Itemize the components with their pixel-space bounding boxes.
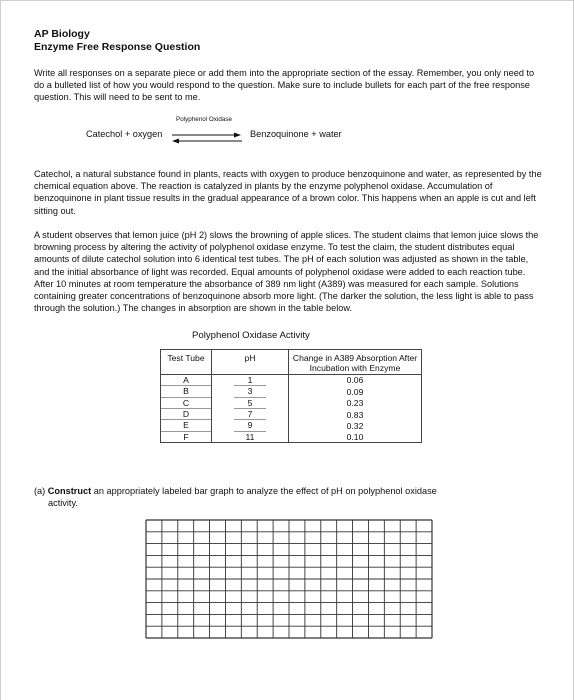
cell-ph: 1	[212, 374, 289, 386]
cell-ph: 5	[212, 398, 289, 409]
table-row	[161, 420, 422, 431]
document-title: AP Biology	[34, 28, 90, 40]
table-header-row	[161, 350, 422, 375]
question-a-verb: Construct	[47, 486, 92, 496]
instructions-paragraph: Write all responses on a separate piece or add them into the appropriate section of the essay. Remember, you only need to do a bulleted list of how you would respond to the question. Make sure to include bullets for each part of the free response question. This will need to be sent to me.	[34, 68, 535, 103]
cell-ph: 3	[212, 386, 289, 397]
equation-reactants: Catechol + oxygen	[86, 129, 163, 139]
document-subtitle: Enzyme Free Response Question	[34, 41, 201, 53]
header-ph: pH	[212, 350, 289, 375]
header-change-absorption: Change in A389 Absorption After Incubation with Enzyme	[289, 350, 422, 375]
cell-ph: 11	[212, 432, 289, 443]
table-row	[161, 374, 422, 386]
question-a-continuation: activity.	[48, 498, 78, 509]
question-a	[34, 485, 554, 509]
equation-products: Benzoquinone + water	[250, 129, 342, 139]
question-a-text: an appropriately labeled bar graph to analyze the effect of pH on polyphenol oxidase	[91, 486, 437, 496]
blank-graph-grid[interactable]	[145, 519, 433, 639]
experiment-paragraph: A student observes that lemon juice (pH 2) slows the browning of apple slices. The student claims that lemon juice slows the browning process by altering the activity of polyphenol oxidase enzyme. To test the claim, the student distributes equal amounts of dilute catechol solution into 6 identical test tubes. The pH of each solution was adjusted as shown in the table, and the initial absorbance of light was recorded. Equal amounts of polyphenol oxidase were added to each reaction tube. After 10 minutes at room temperature the absorbance of 389 nm light (A389) was measured for each sample. Solutions containing greater concentrations of benzoquinone absorb more light. (The darker the solution, the less light is able to pass through the solution.) The changes in absorption are shown in the table below.	[34, 230, 539, 314]
catechol-paragraph: Catechol, a natural substance found in plants, reacts with oxygen to produce benzoquinone and water, as represented by the chemical equation above. The reaction is catalyzed in plants by the enzyme polyphenol oxidase. Accumulation of benzoquinone in plant tissue results in the gradual appearance of a brown color. This happens when an apple is cut and left sitting out.	[34, 169, 542, 216]
cell-change: 0.83	[289, 409, 422, 420]
page-border-left	[0, 0, 1, 700]
table-row	[161, 432, 422, 443]
cell-tube: C	[161, 398, 212, 409]
cell-change: 0.09	[289, 386, 422, 397]
cell-tube: E	[161, 420, 212, 431]
cell-tube: D	[161, 409, 212, 420]
polyphenol-oxidase-table	[160, 349, 422, 443]
cell-tube: B	[161, 386, 212, 397]
cell-change: 0.32	[289, 420, 422, 431]
cell-ph: 7	[212, 409, 289, 420]
cell-change: 0.10	[289, 432, 422, 443]
page-border-top	[0, 0, 574, 1]
table-row	[161, 398, 422, 409]
cell-ph: 9	[212, 420, 289, 431]
cell-tube: F	[161, 432, 212, 443]
cell-tube: A	[161, 374, 212, 386]
table-title: Polyphenol Oxidase Activity	[192, 330, 310, 341]
equilibrium-arrows-icon	[171, 131, 243, 145]
header-test-tube: Test Tube	[161, 350, 212, 375]
table-row	[161, 409, 422, 420]
cell-change: 0.06	[289, 374, 422, 386]
table-row	[161, 386, 422, 397]
equation-enzyme-label: Polyphenol Oxidase	[176, 116, 233, 123]
question-a-label: (a)	[34, 486, 48, 496]
cell-change: 0.23	[289, 398, 422, 409]
